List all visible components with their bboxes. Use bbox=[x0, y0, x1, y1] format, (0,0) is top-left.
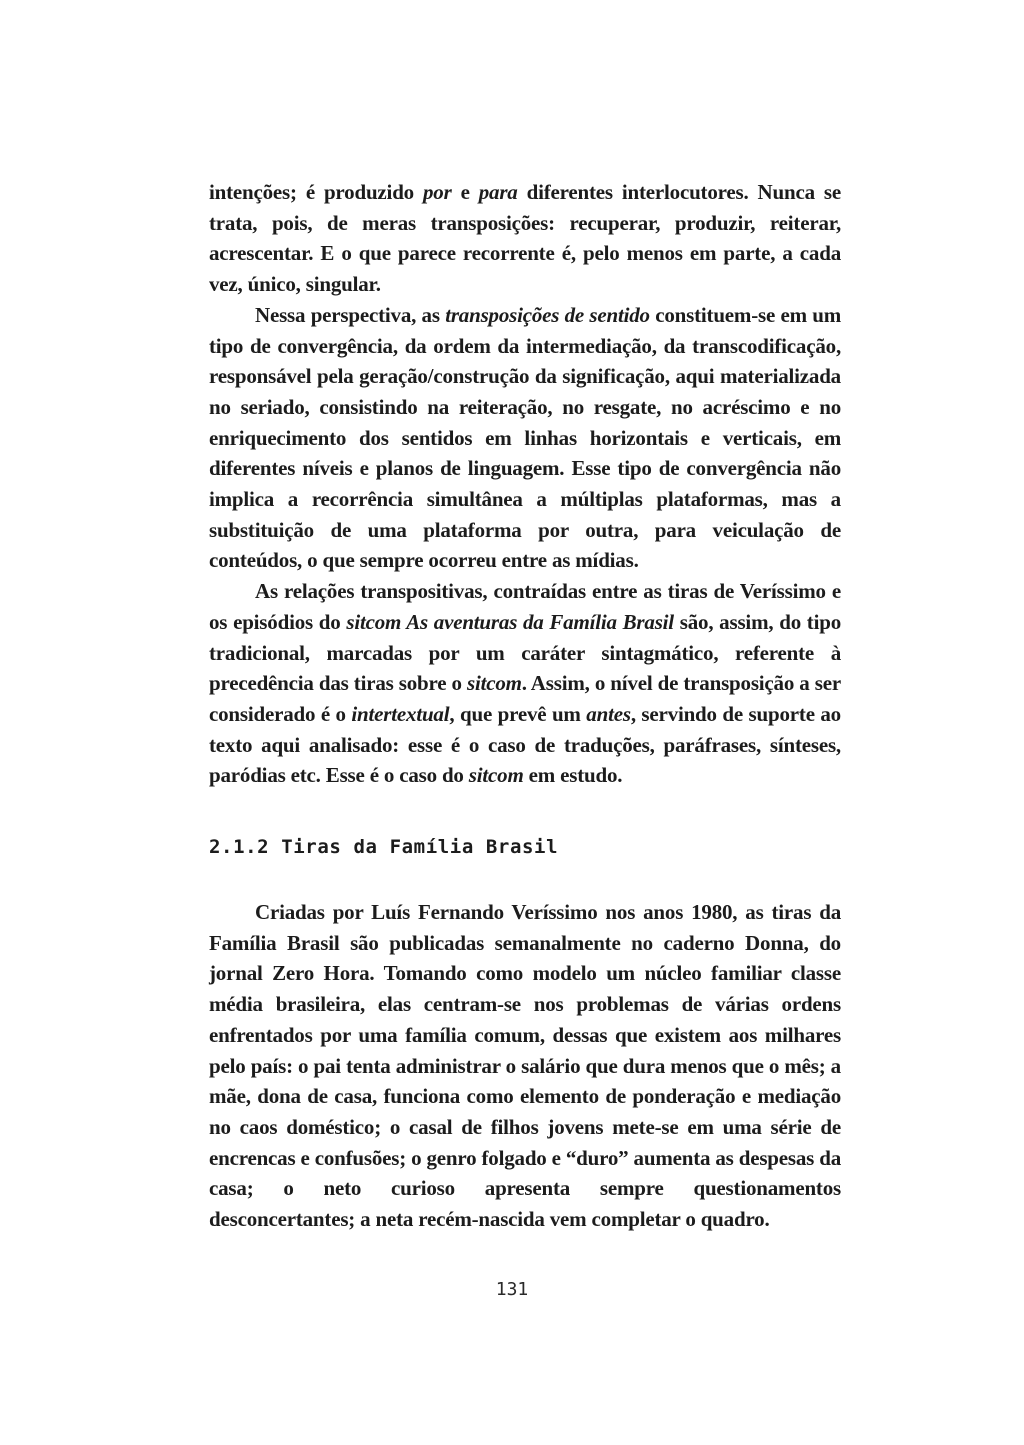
paragraph-1: intenções; é produzido por e para diferentes interlocutores. Nunca se trata, pois, de meras transposições: recuperar, produzir, reiterar, acrescentar. E o que parece recorrente é, pelo menos em parte, a cada vez, único, singular. bbox=[209, 180, 841, 297]
section-heading: 2.1.2 Tiras da Família Brasil bbox=[209, 836, 559, 858]
paragraph-3: As relações transpositivas, contraídas entre as tiras de Veríssimo e os episódios do sitcom As aventuras da Família Brasil são, assim, do tipo tradicional, marcadas por um caráter sintagmático, referente à precedência das tiras sobre o sitcom. Assim, o nível de transposição a ser considerado é o intertextual, que prevê um antes, servindo de suporte ao texto aqui analisado: esse é o caso de traduções, paráfrases, sínteses, paródias etc. Esse é o caso do sitcom em estudo. bbox=[209, 579, 842, 788]
paragraph-4: Criadas por Luís Fernando Veríssimo nos anos 1980, as tiras da Família Brasil são publicadas semanalmente no caderno Donna, do jornal Zero Hora. Tomando como modelo um núcleo familiar classe média brasileira, elas centram-se nos problemas de várias ordens enfrentados por uma família comum, dessas que existem aos milhares pelo país: o pai tenta administrar o salário que dura menos que o mês; a mãe, dona de casa, funciona como elemento de ponderação e mediação no caos doméstico; o casal de filhos jovens mete-se em uma série de encrencas e confusões; o genro folgado e “duro” aumenta as despesas da casa; o neto curioso apresenta sempre questionamentos desconcertantes; a neta recém-nascida vem completar o quadro. bbox=[209, 900, 841, 1232]
body-text-lower bbox=[209, 897, 841, 1235]
paragraph-2: Nessa perspectiva, as transposições de sentido constituem-se em um tipo de convergência, da ordem da intermediação, da transcodificação, responsável pela geração/construção da significação, aqui materializada no seriado, consistindo na reiteração, no resgate, no acréscimo e no enriquecimento dos sentidos em linhas horizontais e verticais, em diferentes níveis e planos de linguagem. Esse tipo de convergência não implica a recorrência simultânea a múltiplas plataformas, mas a substituição de uma plataforma por outra, para veiculação de conteúdos, o que sempre ocorreu entre as mídias. bbox=[209, 302, 842, 573]
body-text-upper bbox=[209, 177, 841, 791]
page-number: 131 bbox=[495, 1279, 529, 1300]
